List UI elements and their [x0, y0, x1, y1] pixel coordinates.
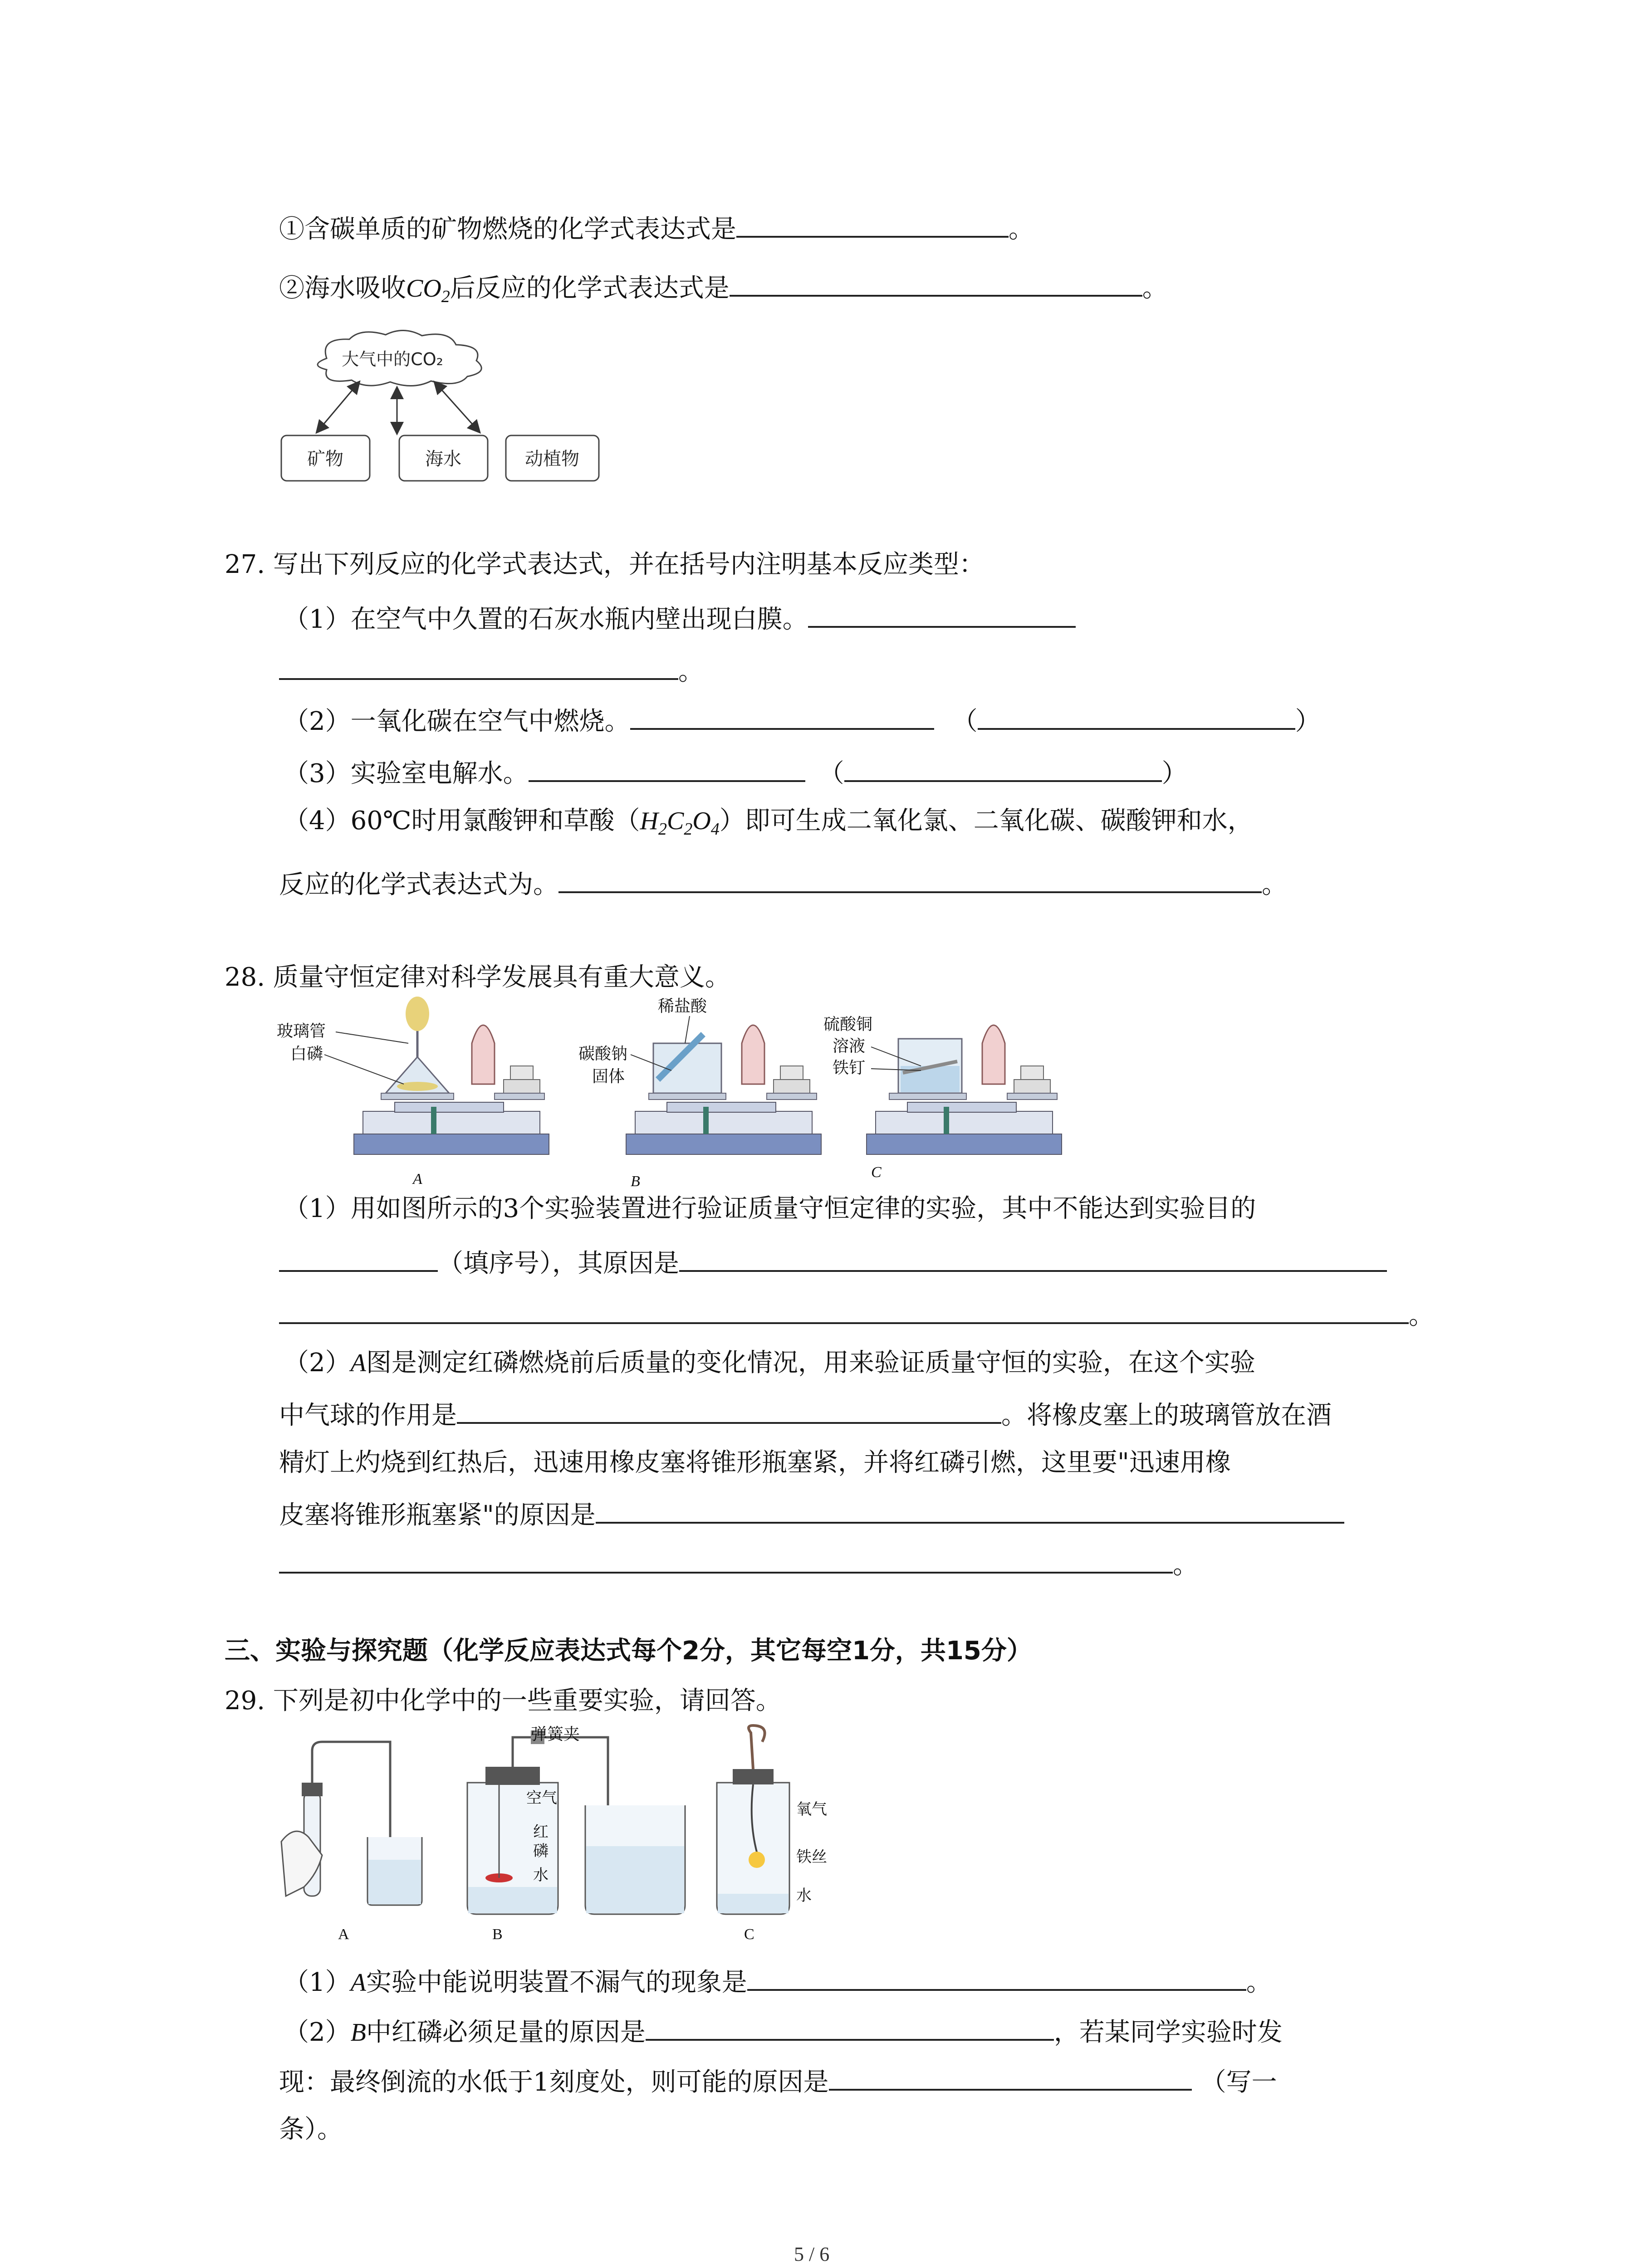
q29-part-2-line2: 现：最终倒流的水低于1刻度处，则可能的原因是 （写一 — [279, 2062, 1277, 2101]
answer-blank[interactable] — [457, 1395, 1001, 1424]
q29-figB-label-water: 水 — [533, 1866, 549, 1884]
answer-blank[interactable] — [529, 753, 805, 782]
q28-part-2-line5: 。 — [279, 1545, 1198, 1584]
q29-figB-caption: B — [492, 1926, 503, 1943]
q28-part-2: （2）A图是测定红磷燃烧前后质量的变化情况，用来验证质量守恒的实验，在这个实验 — [284, 1348, 1255, 1378]
figB-label-acid: 稀盐酸 — [658, 997, 707, 1016]
reaction-type-blank[interactable] — [978, 701, 1295, 730]
q29-figC-label-water: 水 — [796, 1887, 812, 1905]
box-seawater-label: 海水 — [425, 449, 461, 469]
q29-figC-label-oxygen: 氧气 — [796, 1800, 827, 1818]
q29-figC-label-iron: 铁丝 — [796, 1848, 827, 1866]
experiments-figure — [277, 1724, 848, 1950]
q29-figA-caption: A — [338, 1926, 349, 1943]
apparatus-c — [717, 1725, 827, 1943]
q27-part-1: （1）在空气中久置的石灰水瓶内壁出现白膜。 — [284, 599, 1076, 638]
page-number: 5 / 6 — [794, 2243, 830, 2265]
figB-label-carbonate: 碳酸钠 — [578, 1045, 628, 1063]
q29-part-1: （1）A实验中能说明装置不漏气的现象是 。 — [284, 1962, 1272, 2001]
q27-part-4: （4）60℃时用氯酸钾和草酸$(H_2C_2O_4)$即可生成二氧化氯、二氧化碳、碳酸钾和水， — [284, 806, 1253, 839]
answer-blank[interactable] — [646, 2012, 1054, 2041]
q28-title: 28. 质量守恒定律对科学发展具有重大意义。 — [225, 963, 730, 992]
answer-blank[interactable] — [279, 1545, 1173, 1574]
q27-title: 27. 写出下列反应的化学式表达式，并在括号内注明基本反应类型： — [225, 550, 985, 579]
cloud-label: 大气中的CO₂ — [342, 349, 443, 369]
carbon-cycle-diagram — [277, 327, 603, 494]
q27-part-1-cont: 。 — [279, 651, 704, 690]
answer-blank[interactable] — [596, 1495, 1344, 1524]
q29-part-2: （2）B中红磷必须足量的原因是 ，若某同学实验时发 — [284, 2012, 1283, 2051]
answer-blank[interactable] — [279, 651, 678, 680]
q28-part-2-line4: 皮塞将锥形瓶塞紧"的原因是 — [279, 1495, 1344, 1534]
q29-figB-label-air: 空气 — [526, 1789, 557, 1807]
balance-b — [626, 1025, 821, 1154]
q29-title: 29. 下列是初中化学中的一些重要实验，请回答。 — [225, 1686, 781, 1716]
q27-part-4-cont: 反应的化学式表达式为。 。 — [279, 864, 1287, 903]
q27-part-3: （3）实验室电解水。 （ ） — [284, 753, 1187, 792]
answer-blank[interactable] — [736, 209, 1009, 238]
box-mineral-label: 矿物 — [307, 449, 343, 469]
reaction-type-blank[interactable] — [844, 753, 1162, 782]
answer-blank[interactable] — [279, 1295, 1409, 1324]
q29-part-2-line3: 条）。 — [279, 2115, 343, 2144]
answer-blank[interactable] — [730, 268, 1142, 297]
q28-part-1-cont2: 。 — [279, 1295, 1434, 1334]
answer-blank[interactable] — [747, 1962, 1246, 1991]
box-organisms-label: 动植物 — [525, 449, 579, 469]
q29-figB-label-red: 红 — [533, 1823, 549, 1841]
balance-a — [354, 997, 549, 1154]
q29-figB-label-clip: 弹簧夹 — [531, 1725, 580, 1744]
figB-caption: B — [631, 1173, 640, 1190]
q28-part-2-line3: 精灯上灼烧到红热后，迅速用橡皮塞将锥形瓶塞紧，并将红磷引燃，这里要"迅速用橡 — [279, 1448, 1231, 1477]
section-3-heading: 三、实验与探究题（化学反应表达式每个2分，其它每空1分，共15分） — [225, 1636, 1032, 1666]
figA-label-tube: 玻璃管 — [277, 1022, 326, 1041]
answer-blank[interactable] — [558, 864, 1262, 893]
q26-line-1: ①含碳单质的矿物燃烧的化学式表达式是 。 — [279, 209, 1034, 248]
q28-part-1-cont: （填序号），其原因是 — [279, 1243, 1387, 1282]
balance-c — [867, 1025, 1062, 1154]
figA-label-phosphorus: 白磷 — [290, 1045, 323, 1063]
figA-caption: A — [413, 1171, 422, 1188]
mass-conservation-figure — [272, 993, 1071, 1193]
answer-blank[interactable] — [829, 2062, 1192, 2091]
figC-caption: C — [871, 1164, 882, 1181]
figB-label-solid: 固体 — [592, 1067, 625, 1086]
q27-part-2: （2）一氧化碳在空气中燃烧。 （ ） — [284, 701, 1321, 740]
answer-blank[interactable] — [808, 599, 1076, 628]
q26-line-2: ②海水吸收$CO_2$后反应的化学式表达式是 。 — [279, 268, 1168, 315]
q29-figB-label-phos: 磷 — [533, 1842, 549, 1860]
figC-label-cuso4: 硫酸铜 — [823, 1015, 873, 1034]
figC-label-solution: 溶液 — [833, 1037, 866, 1056]
figC-label-nail: 铁钉 — [833, 1059, 866, 1077]
apparatus-a — [281, 1742, 422, 1943]
q29-figC-caption: C — [744, 1926, 754, 1943]
q28-part-2-line2: 中气球的作用是 。将橡皮塞上的玻璃管放在酒 — [279, 1395, 1332, 1434]
q28-part-1: （1）用如图所示的3个实验装置进行验证质量守恒定律的实验，其中不能达到实验目的 — [284, 1194, 1256, 1223]
answer-blank[interactable] — [679, 1243, 1387, 1272]
answer-blank[interactable] — [630, 701, 934, 730]
apparatus-b — [467, 1725, 685, 1943]
answer-blank[interactable] — [279, 1243, 438, 1272]
